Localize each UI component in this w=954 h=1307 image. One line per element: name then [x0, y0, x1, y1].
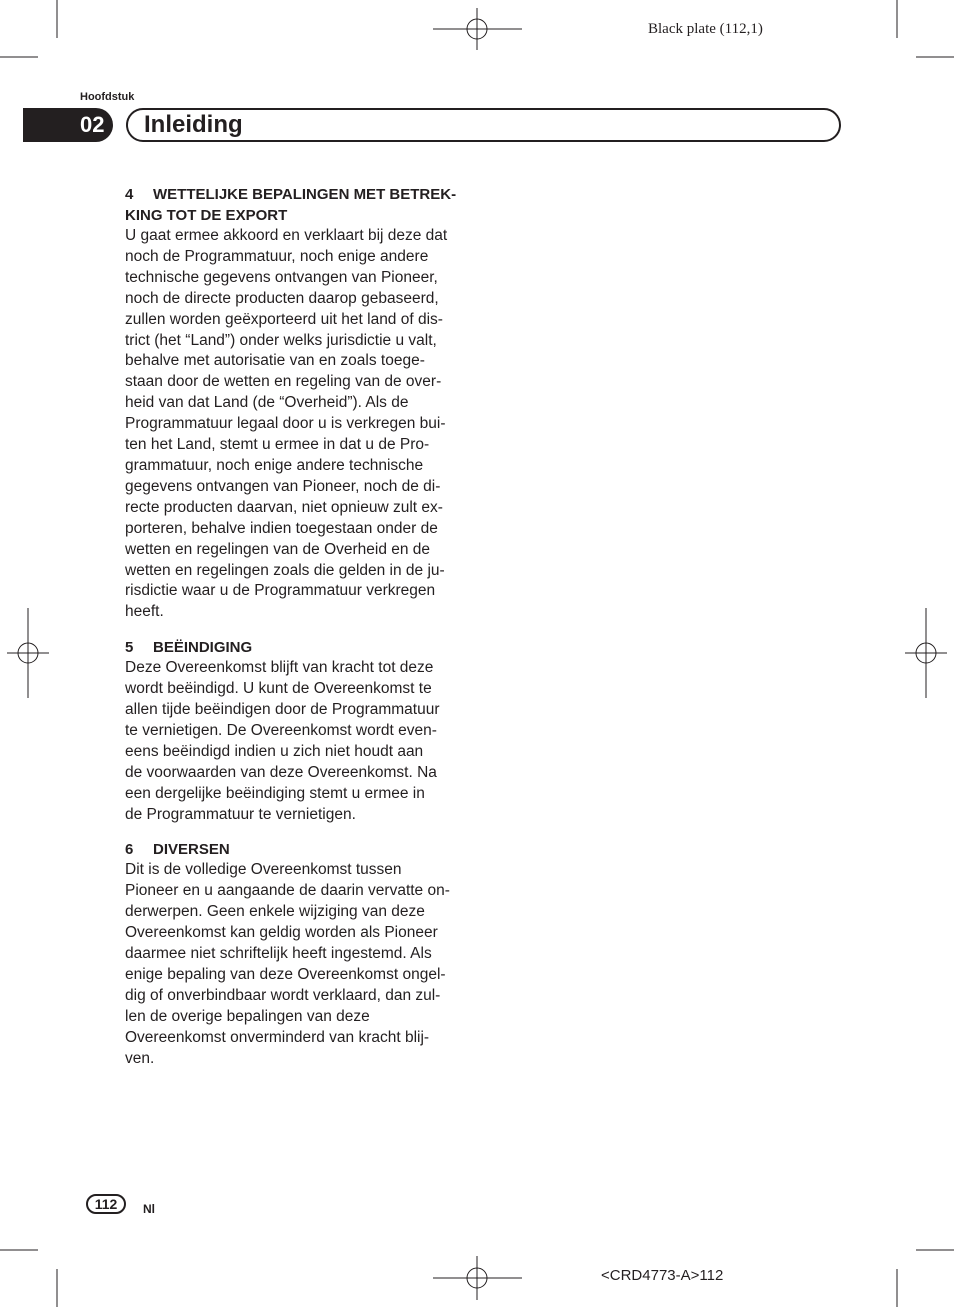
body-text-line: grammatuur, noch enige andere technische [125, 456, 424, 474]
body-text-line: allen tijde beëindigen door de Programmatuur [125, 701, 440, 719]
body-text-line: Dit is de volledige Overeenkomst tussen [125, 861, 402, 879]
body-text-line: wetten en regelingen zoals die gelden in de ju- [125, 561, 445, 579]
section-heading [125, 184, 470, 205]
registration-mark-left [7, 608, 49, 698]
section-heading [125, 637, 470, 658]
body-text-line: Overeenkomst kan geldig worden als Pioneer [125, 924, 438, 942]
chapter-number: 02 [80, 112, 105, 137]
body-text-line: len de overige bepalingen van deze [125, 1007, 370, 1025]
body-text-line: technische gegevens ontvangen van Pioneer, [125, 268, 438, 286]
body-text-line: eens beëindigd indien u zich niet houdt aan [125, 742, 424, 760]
body-text-line: Programmatuur legaal door u is verkregen bui- [125, 415, 446, 433]
section-heading-text: KING TOT DE EXPORT [125, 207, 288, 224]
body-text-line: behalve met autorisatie van en zoals toege- [125, 352, 425, 370]
registration-mark-right [905, 608, 947, 698]
body-text-line: heid van dat Land (de “Overheid”). Als de [125, 394, 409, 412]
body-text-line: noch de directe producten daarop gebaseerd, [125, 289, 439, 307]
registration-mark-top [433, 8, 522, 50]
section-number: 4 [125, 186, 134, 203]
body-text-line: een dergelijke beëindiging stemt u ermee in [125, 784, 425, 802]
body-text-line: derwerpen. Geen enkele wijziging van deze [125, 903, 425, 921]
chapter-title-bar [126, 108, 841, 142]
body-text-line: ten het Land, stemt u ermee in dat u de Pro- [125, 436, 430, 454]
body-text-line: dig of onverbindbaar wordt verklaard, dan zul- [125, 986, 441, 1004]
page-number-badge [86, 1194, 126, 1214]
section-heading-text: BEËINDIGING [153, 639, 253, 657]
section-6 [125, 839, 470, 1069]
section-number: 6 [125, 841, 134, 859]
body-text-line: de Programmatuur te vernietigen. [125, 805, 356, 823]
body-text-line: heeft. [125, 603, 164, 621]
page-number: 112 [94, 1196, 118, 1212]
body-text-line: U gaat ermee akkoord en verklaart bij deze dat [125, 227, 448, 244]
body-text-line: de voorwaarden van deze Overeenkomst. Na [125, 763, 437, 781]
section-4 [125, 184, 470, 623]
body-text-line: Overeenkomst onverminderd van kracht blij- [125, 1028, 430, 1046]
section-heading [125, 205, 470, 226]
section-heading [125, 839, 470, 860]
chapter-number-badge [23, 108, 113, 142]
body-text-line: porteren, behalve indien toegestaan onder de [125, 519, 438, 537]
section-5 [125, 637, 470, 825]
registration-mark-bottom [433, 1256, 522, 1300]
text-column [125, 184, 470, 1084]
body-text-line: Deze Overeenkomst blijft van kracht tot deze [125, 659, 434, 677]
body-text-line: te vernietigen. De Overeenkomst wordt even- [125, 721, 437, 739]
section-number: 5 [125, 639, 134, 657]
body-text-line: recte producten daarvan, niet opnieuw zult ex- [125, 498, 443, 516]
body-text-line: noch de Programmatuur, noch enige andere [125, 247, 429, 265]
body-text-line: trict (het “Land”) onder welks jurisdictie u valt, [125, 331, 437, 349]
chapter-title: Inleiding [144, 111, 243, 138]
chapter-label: Hoofdstuk [80, 91, 135, 103]
body-text-line: enige bepaling van deze Overeenkomst ongel- [125, 966, 446, 983]
section-heading-text: DIVERSEN [153, 841, 230, 859]
black-plate-label: Black plate (112,1) [648, 21, 763, 37]
section-heading-text: WETTELIJKE BEPALINGEN MET BETREK- [153, 186, 457, 203]
document-code: <CRD4773-A>112 [601, 1267, 724, 1284]
language-code: Nl [143, 1202, 155, 1216]
body-text-line: risdictie waar u de Programmatuur verkregen [125, 582, 436, 600]
body-text-line: daarmee niet schriftelijk heeft ingestemd. Als [125, 945, 432, 963]
body-text-line: zullen worden geëxporteerd uit het land of dis- [125, 310, 443, 328]
body-text-line: gegevens ontvangen van Pioneer, noch de di- [125, 477, 441, 495]
body-text-line: wetten en regelingen van de Overheid en de [125, 540, 431, 558]
body-text-line: wordt beëindigd. U kunt de Overeenkomst te [125, 680, 432, 698]
body-text-line: staan door de wetten en regeling van de over- [125, 373, 442, 391]
body-text-line: ven. [125, 1049, 155, 1067]
body-text-line: Pioneer en u aangaande de daarin vervatte on- [125, 882, 450, 900]
